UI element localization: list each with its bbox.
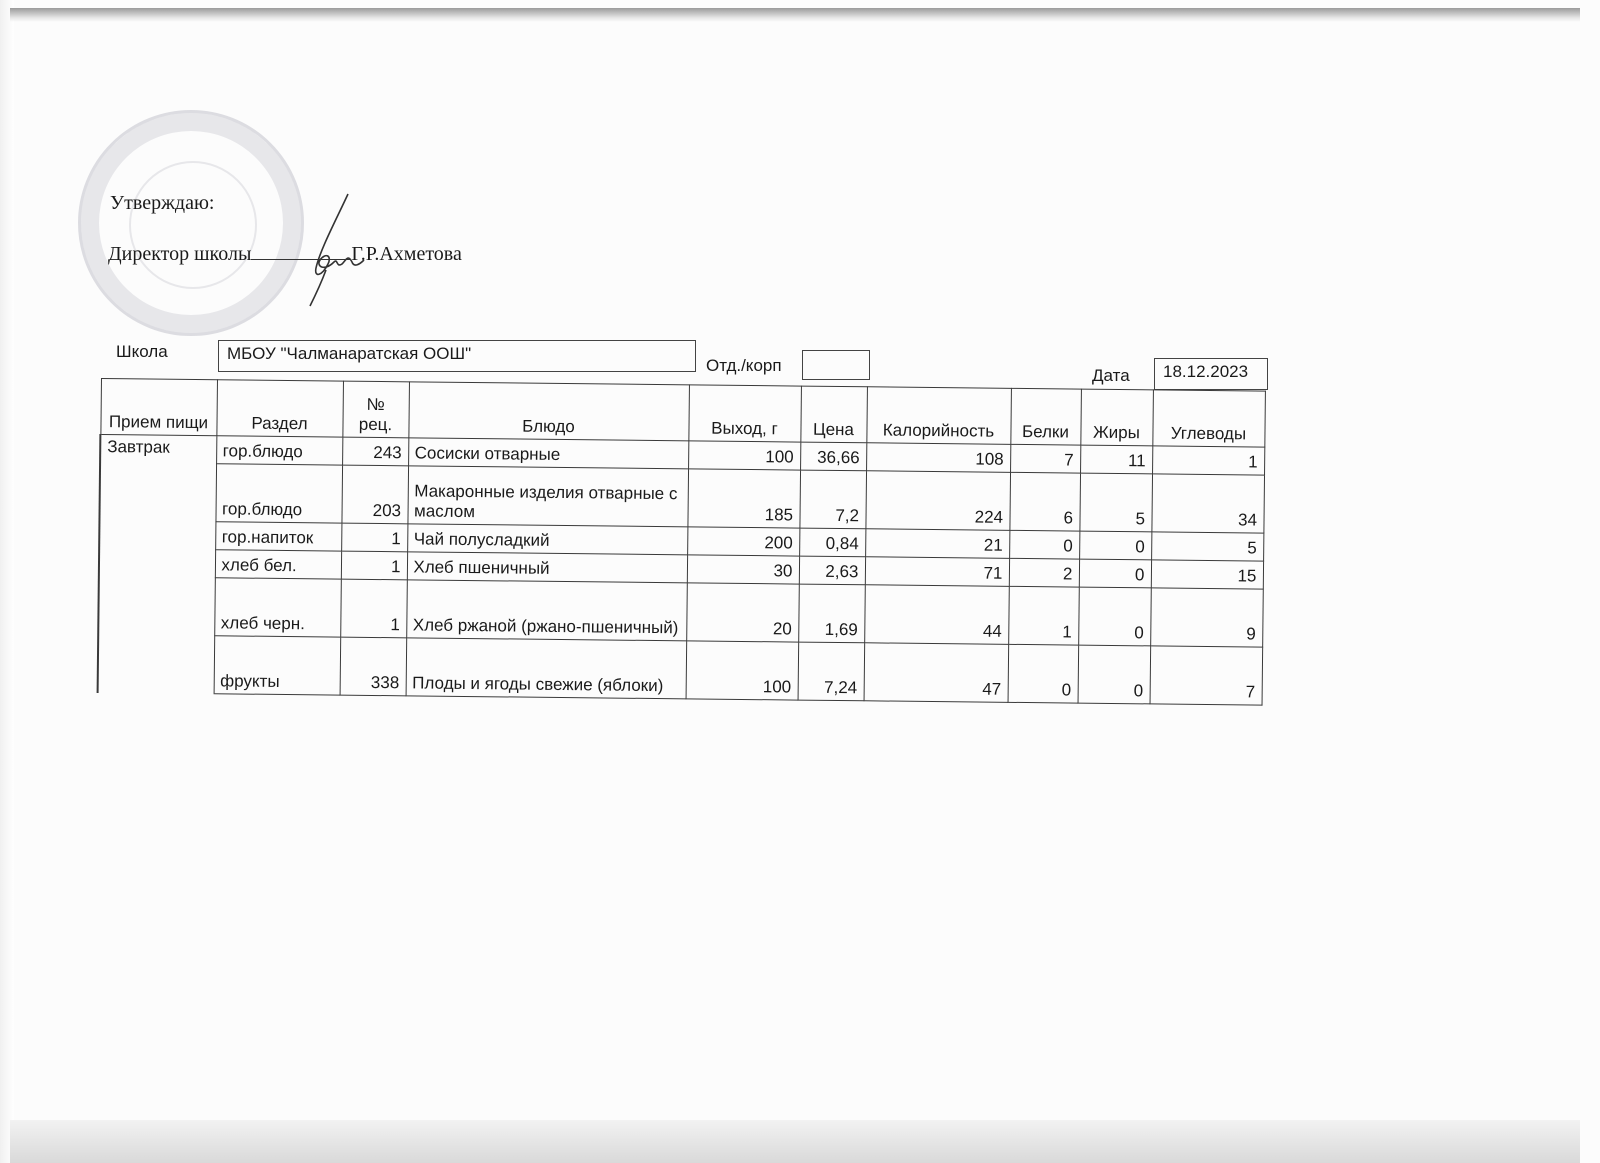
section-cell: хлеб бел. [215,550,341,579]
recipe-cell: 243 [342,437,408,466]
yield-cell: 185 [687,469,800,528]
menu-table [97,378,1266,706]
fat-cell: 0 [1079,559,1151,588]
protein-cell: 7 [1010,444,1080,473]
dish-cell: Чай полусладкий [407,524,687,555]
dish-cell: Плоды и ягоды свежие (яблоки) [406,638,687,699]
section-cell: хлеб черн. [214,578,341,637]
section-cell: гор.блюдо [216,436,342,465]
yield-cell: 100 [688,441,800,470]
yield-cell: 20 [686,583,799,642]
section-cell: фрукты [214,636,341,695]
school-label: Школа [116,342,168,361]
carbs-cell: 9 [1150,588,1263,647]
col-header-protein: Белки [1010,388,1081,445]
protein-cell: 6 [1009,472,1080,531]
table-row [98,634,1263,705]
col-header-meal: Прием пищи [100,379,217,436]
carbs-cell: 34 [1151,474,1264,533]
col-header-kcal: Калорийность [866,387,1011,445]
col-header-yield: Выход, г [688,385,801,442]
dish-cell: Хлеб ржаной (ржано-пшеничный) [406,580,687,641]
kcal-cell: 44 [864,585,1009,645]
price-cell: 7,24 [798,642,865,701]
col-header-carbs: Углеводы [1152,390,1265,447]
kcal-cell: 224 [865,471,1010,531]
carbs-cell: 7 [1150,646,1263,705]
fat-cell: 0 [1078,587,1151,646]
dish-cell: Хлеб пшеничный [407,552,687,583]
fat-cell: 11 [1080,445,1152,474]
director-line [108,241,462,266]
price-cell: 2,63 [799,556,865,585]
recipe-cell: 1 [341,551,407,580]
date-field: 18.12.2023 [1154,358,1268,390]
dept-field [802,350,870,380]
dish-cell: Сосиски отварные [408,438,688,469]
protein-cell: 2 [1009,558,1079,587]
kcal-cell: 21 [865,529,1009,559]
recipe-cell: 1 [340,579,407,638]
price-cell: 0,84 [799,528,865,557]
director-signature [286,190,376,310]
dish-cell: Макаронные изделия отварные с маслом [407,466,688,527]
kcal-cell: 47 [864,643,1009,703]
yield-cell: 30 [687,555,799,584]
kcal-cell: 71 [865,557,1009,587]
col-header-price: Цена [800,386,867,443]
price-cell: 7,2 [799,470,866,529]
carbs-cell: 15 [1151,560,1263,589]
scan-top-shadow [10,8,1580,22]
yield-cell: 100 [686,641,799,700]
approve-label: Утверждаю: [110,192,215,214]
fat-cell: 0 [1078,645,1151,704]
recipe-cell: 1 [341,523,407,552]
director-name: Г.Р.Ахметова [351,243,462,265]
yield-cell: 200 [687,527,799,556]
fat-cell: 5 [1079,473,1152,532]
protein-cell: 0 [1009,530,1079,559]
col-header-fat: Жиры [1080,389,1153,446]
col-header-section: Раздел [216,380,343,437]
meal-cell: Завтрак [98,435,217,694]
protein-cell: 0 [1008,644,1079,703]
date-label: Дата [1092,366,1130,385]
kcal-cell: 108 [866,443,1010,473]
carbs-cell: 1 [1152,446,1264,475]
carbs-cell: 5 [1151,532,1263,561]
school-field: МБОУ "Чалманаратская ООШ" [218,340,696,372]
section-cell: гор.напиток [215,522,341,551]
price-cell: 1,69 [798,584,865,643]
paper-edge [0,0,14,1163]
stamp-inner-ring [129,161,257,289]
col-header-dish: Блюдо [408,382,689,441]
director-label: Директор школы [108,243,252,265]
recipe-cell: 203 [341,465,408,524]
official-stamp [78,110,304,336]
section-cell: гор.блюдо [215,464,342,523]
protein-cell: 1 [1008,586,1079,645]
fat-cell: 0 [1079,531,1151,560]
recipe-cell: 338 [340,637,407,696]
scan-bottom-shadow [10,1120,1580,1163]
price-cell: 36,66 [800,442,866,471]
col-header-recipe: № рец. [342,381,409,438]
dept-label: Отд./корп [706,356,782,375]
